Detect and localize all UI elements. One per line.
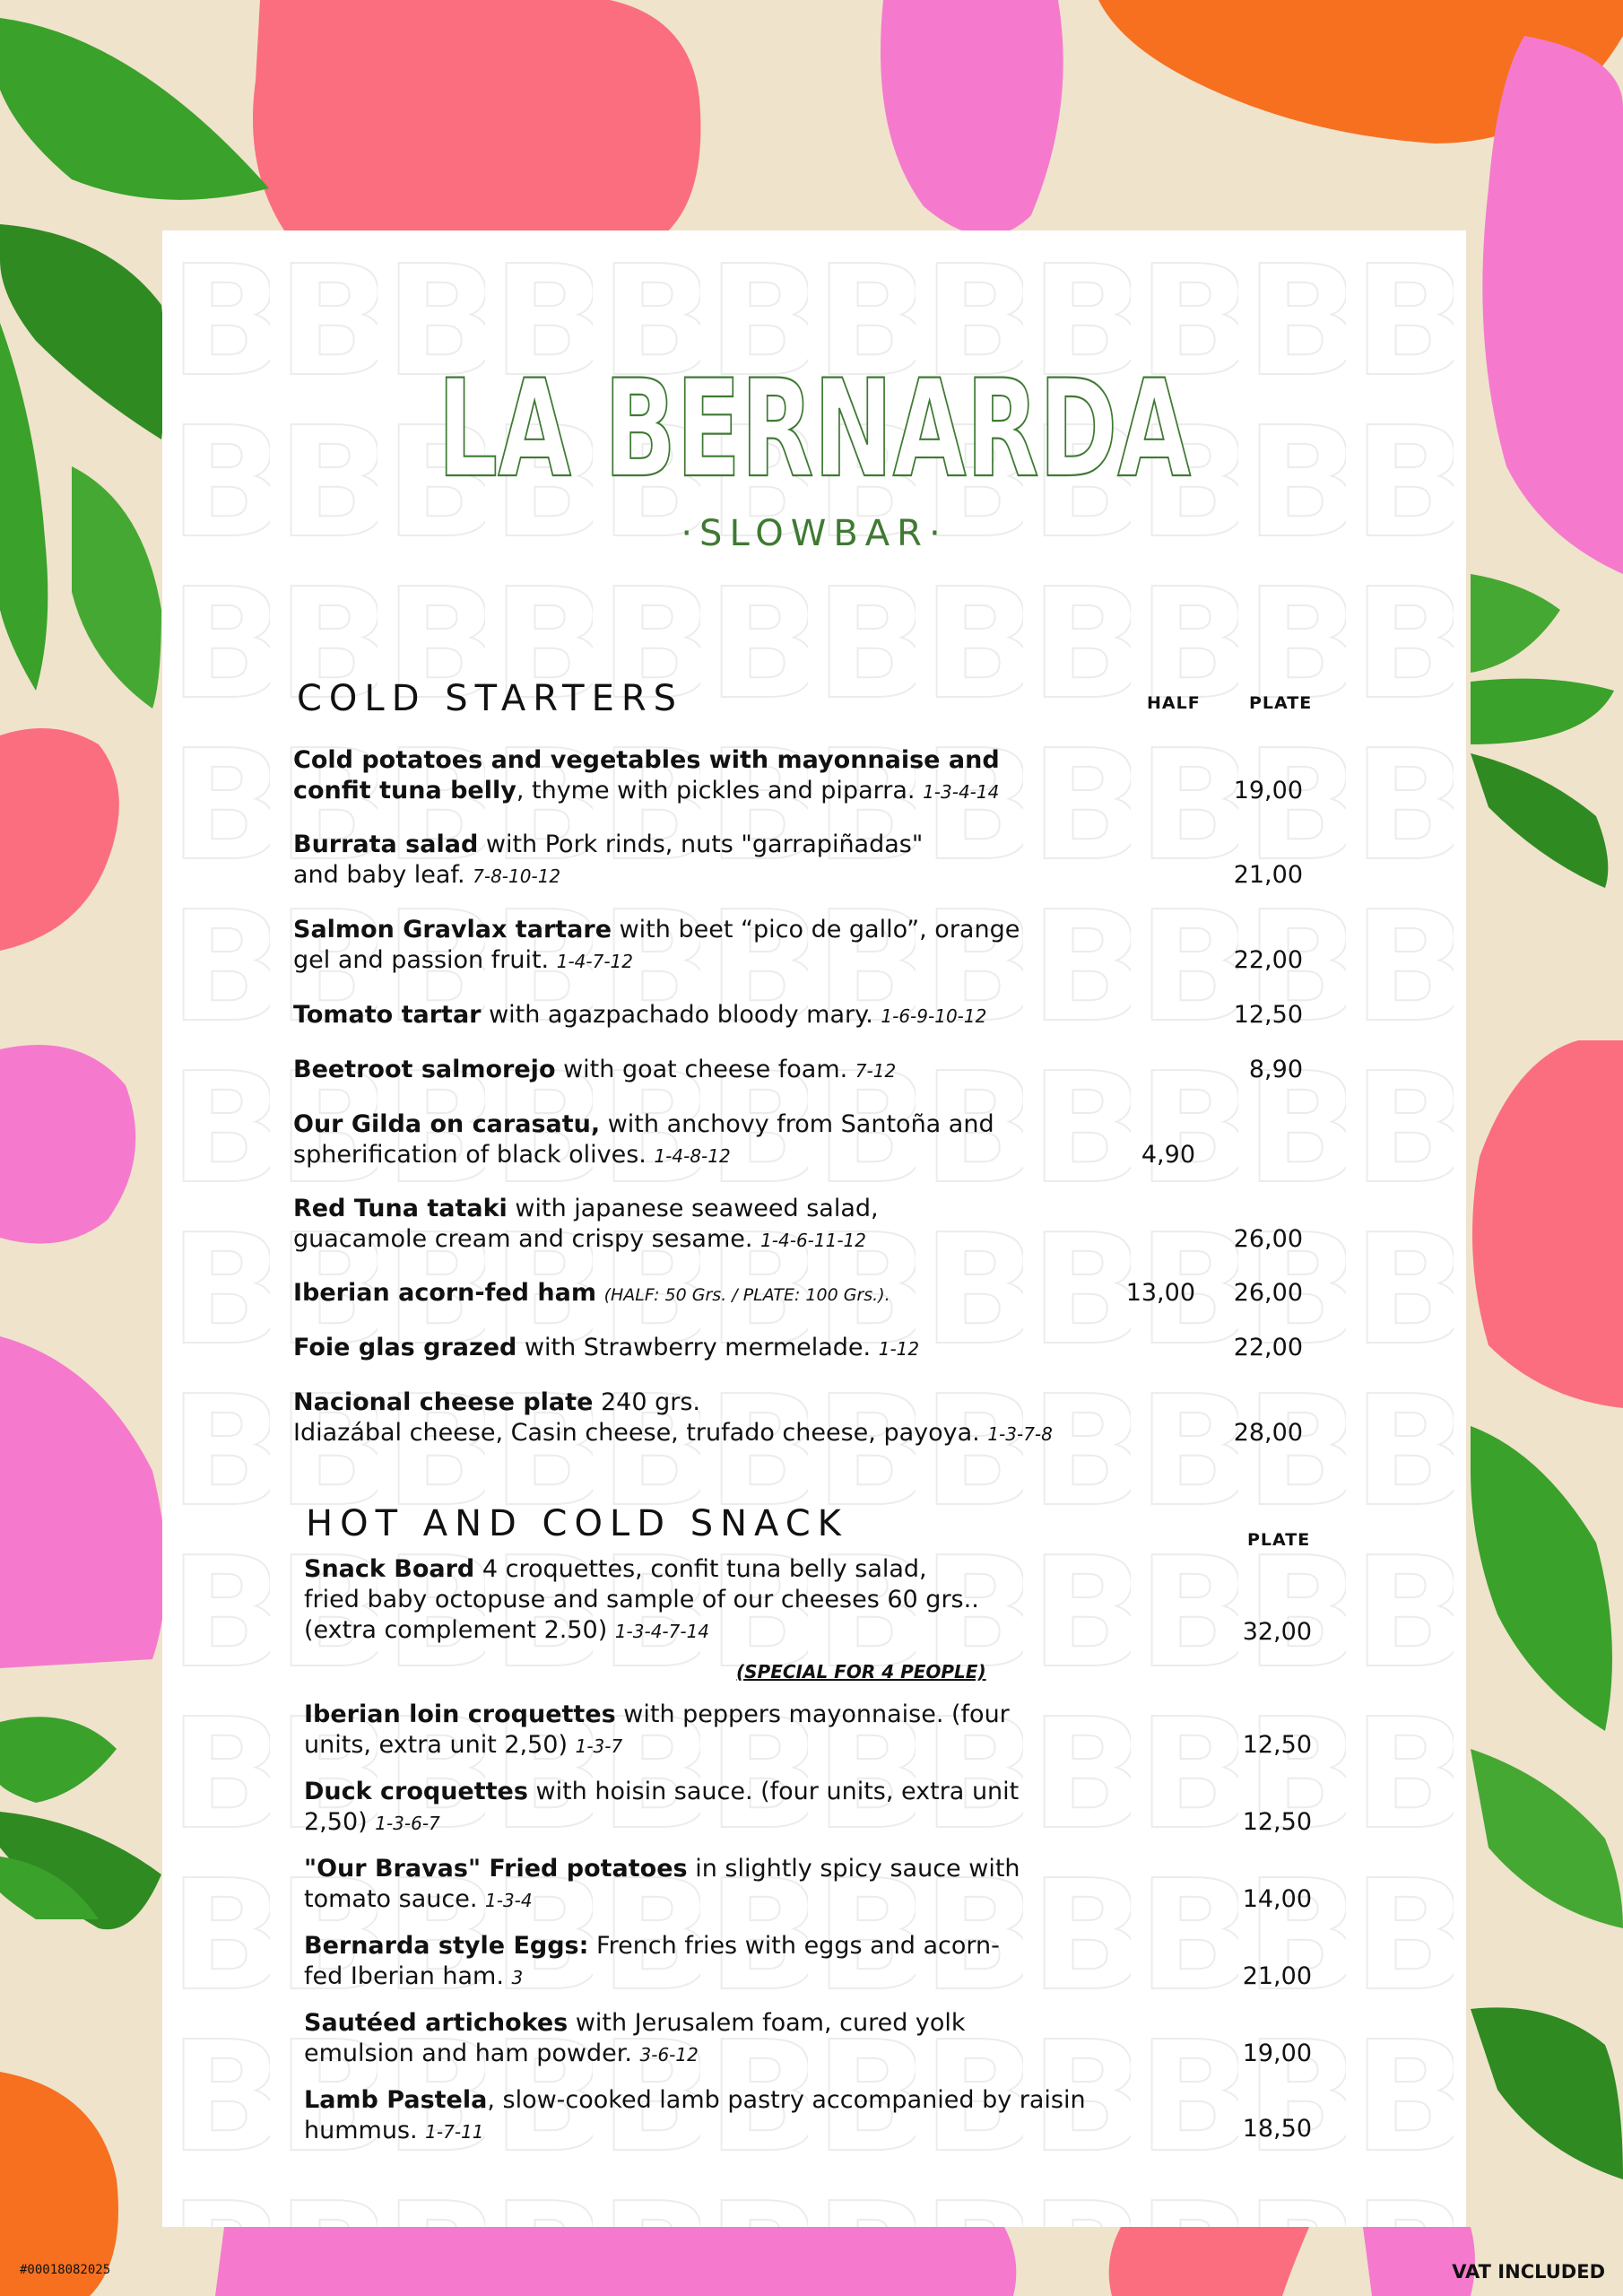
menu-item: [304, 1854, 1030, 1916]
menu-item: [293, 1000, 1190, 1031]
item-desc: French fries with eggs and acorn-fed Iberian ham.: [304, 1932, 1000, 1990]
item-name: Nacional cheese plate: [293, 1388, 594, 1416]
coral-blob-top: [253, 0, 700, 247]
column-header-plate: PLATE: [1247, 1530, 1311, 1550]
item-name: Burrata salad: [293, 831, 479, 858]
column-header-half: HALF: [1147, 693, 1201, 713]
item-desc: [596, 1279, 604, 1307]
menu-item: [304, 1554, 985, 1647]
menu-item: [304, 1700, 1021, 1761]
allergens: 1-12: [878, 1338, 920, 1360]
item-name: Tomato tartar: [293, 1001, 482, 1029]
vat-notice: VAT INCLUDED: [1452, 2261, 1605, 2283]
allergens: 1-6-9-10-12: [881, 1005, 987, 1027]
item-desc: with Jerusalem foam, cured yolk emulsion and ham powder.: [304, 2009, 966, 2067]
allergens: 7-12: [855, 1060, 897, 1082]
menu-code: #00018082025: [20, 2263, 111, 2277]
item-name: "Our Bravas" Fried potatoes: [304, 1855, 688, 1883]
item-desc: 4 croquettes, confit tuna belly salad, fried baby octopuse and sample of our cheeses 60 grs..: [304, 1555, 979, 1613]
item-name: Bernarda style Eggs:: [304, 1932, 589, 1960]
menu-item: [293, 1387, 1190, 1449]
item-desc: with anchovy from Santoña and spherification of black olives.: [293, 1110, 994, 1169]
allergens: 7-8-10-12: [473, 865, 561, 887]
price-plate: 21,00: [1233, 861, 1303, 889]
menu-item: [304, 2085, 1111, 2147]
price-plate: 8,90: [1248, 1056, 1303, 1083]
allergens: 1-4-8-12: [654, 1145, 731, 1167]
allergens: 3-6-12: [639, 2044, 699, 2066]
item-name: Foie glas grazed: [293, 1334, 517, 1361]
item-name: Duck croquettes: [304, 1778, 528, 1805]
item-desc: , thyme with pickles and piparra.: [516, 777, 924, 804]
price-half: 4,90: [1141, 1141, 1195, 1169]
allergens: 1-3-7-8: [987, 1423, 1053, 1445]
menu-item: [304, 1931, 1030, 1993]
item-name: Snack Board: [304, 1555, 475, 1583]
item-desc: with peppers mayonnaise. (four units, extra unit 2,50): [304, 1700, 1010, 1759]
allergens: 1-3-4-7-14: [614, 1621, 710, 1642]
allergens: (HALF: 50 Grs. / PLATE: 100 Grs.).: [603, 1285, 890, 1305]
price-plate: 22,00: [1233, 946, 1303, 974]
menu-item: [293, 830, 975, 891]
item-name: Our Gilda on carasatu,: [293, 1110, 601, 1138]
allergens: 1-3-4: [485, 1890, 533, 1911]
price-plate: 14,00: [1242, 1885, 1312, 1913]
item-desc: , slow-cooked lamb pastry accompanied by raisin hummus.: [304, 2086, 1086, 2144]
item-desc: with japanese seaweed salad, guacamole cream and crispy sesame.: [293, 1195, 879, 1253]
menu-item: [293, 915, 1028, 977]
allergens: 1-3-6-7: [375, 1813, 440, 1834]
restaurant-name: LA BERNARDA: [438, 352, 1191, 508]
menu-item: [293, 1194, 1020, 1256]
price-plate: 12,50: [1233, 1001, 1303, 1029]
item-desc: with goat cheese foam.: [555, 1056, 855, 1083]
section-title-hot-cold-snack: HOT AND COLD SNACK: [306, 1503, 848, 1544]
menu-item: [293, 1109, 1011, 1171]
allergens: 1-3-4-14: [923, 781, 1000, 803]
price-plate: 32,00: [1242, 1618, 1312, 1646]
item-name: Red Tuna tataki: [293, 1195, 508, 1222]
special-note: (SPECIAL FOR 4 PEOPLE): [736, 1661, 986, 1683]
item-desc-cont: Idiazábal cheese, Casin cheese, trufado cheese, payoya.: [293, 1419, 988, 1447]
item-desc: in slightly spicy sauce with tomato sauce.: [304, 1855, 1020, 1913]
item-desc-cont: (extra complement 2.50): [304, 1616, 615, 1644]
price-plate: 26,00: [1233, 1279, 1303, 1307]
item-name: Iberian acorn-fed ham: [293, 1279, 596, 1307]
allergens: 1-4-6-11-12: [760, 1230, 867, 1251]
column-header-plate: PLATE: [1249, 693, 1313, 713]
restaurant-logo: [342, 334, 1287, 508]
price-plate: 18,50: [1242, 2115, 1312, 2143]
item-desc: with agazpachado bloody mary.: [481, 1001, 881, 1029]
price-plate: 19,00: [1242, 2039, 1312, 2067]
price-plate: 26,00: [1233, 1225, 1303, 1253]
item-desc: with hoisin sauce. (four units, extra unit 2,50): [304, 1778, 1020, 1836]
price-plate: 22,00: [1233, 1334, 1303, 1361]
section-title-cold-starters: COLD STARTERS: [297, 678, 684, 719]
menu-item: [293, 745, 1190, 807]
pink-blob-bottom: [215, 2227, 1016, 2296]
item-desc: 240 grs.: [593, 1388, 700, 1416]
restaurant-tagline: ·SLOWBAR·: [681, 513, 948, 554]
coral-blob-bottom: [1109, 2227, 1309, 2296]
item-name: Beetroot salmorejo: [293, 1056, 556, 1083]
price-half: 13,00: [1125, 1279, 1195, 1307]
price-plate: 28,00: [1233, 1419, 1303, 1447]
item-desc: with beet “pico de gallo”, orange gel and passion fruit.: [293, 916, 1020, 974]
item-name: Lamb Pastela: [304, 2086, 488, 2114]
menu-item: [304, 1777, 1021, 1839]
allergens: 1-7-11: [425, 2121, 484, 2143]
item-desc: with Pork rinds, nuts "garrapiñadas" and baby leaf.: [293, 831, 924, 889]
item-name-cont: confit tuna belly: [293, 777, 516, 804]
price-plate: 21,00: [1242, 1962, 1312, 1990]
item-name: Iberian loin croquettes: [304, 1700, 616, 1728]
price-plate: 12,50: [1242, 1808, 1312, 1836]
allergens: 1-3-7: [575, 1735, 623, 1757]
item-desc: with Strawberry mermelade.: [516, 1334, 879, 1361]
item-name: Cold potatoes and vegetables with mayonnaise and: [293, 746, 1000, 774]
allergens: 1-4-7-12: [556, 951, 633, 972]
item-name: Sautéed artichokes: [304, 2009, 568, 2037]
price-plate: 19,00: [1233, 777, 1303, 804]
allergens: 3: [511, 1967, 524, 1988]
menu-item: [293, 1333, 1190, 1364]
menu-item: [293, 1055, 1190, 1086]
price-plate: 12,50: [1242, 1731, 1312, 1759]
menu-item: [293, 1278, 1190, 1310]
menu-card: [162, 230, 1466, 2227]
menu-item: [304, 2008, 1012, 2070]
item-name: Salmon Gravlax tartare: [293, 916, 612, 944]
